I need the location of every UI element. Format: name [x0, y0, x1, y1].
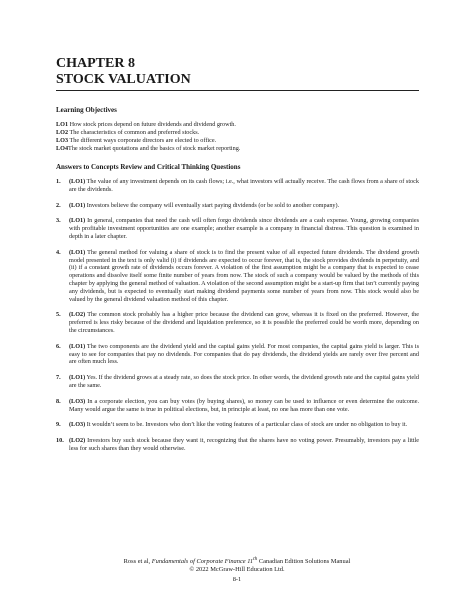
question-text: [69, 249, 419, 304]
question-text: [69, 311, 419, 334]
answers-heading: Answers to Concepts Review and Critical Thinking Questions: [56, 163, 241, 171]
lo-tag: (LO1): [69, 248, 86, 256]
question-item: [56, 374, 419, 390]
learning-objective-item: [56, 129, 419, 137]
book-title-text: Fundamentals of Corporate Finance 11: [151, 558, 254, 566]
question-item: [56, 178, 419, 194]
learning-objective-item: [56, 121, 419, 129]
question-number: 10.: [56, 437, 64, 445]
question-item: [56, 437, 419, 453]
question-number: 6.: [56, 342, 61, 350]
citation-suffix: Canadian Edition Solutions Manual: [257, 558, 351, 566]
learning-objective-item: [56, 137, 419, 145]
answer-body: It wouldn’t seem to be. Investors who don’t like the voting features of a particular class of stock are under no obligation to buy it.: [85, 421, 408, 429]
question-number: 4.: [56, 248, 61, 256]
question-text: [69, 374, 419, 390]
lo-code: LO4: [56, 145, 69, 152]
question-item: [56, 398, 419, 414]
lo-tag: (LO1): [69, 217, 86, 225]
lo-code: LO2: [56, 129, 69, 136]
lo-tag: (LO2): [69, 311, 86, 319]
lo-tag: (LO1): [69, 178, 86, 185]
question-number: 9.: [56, 421, 61, 429]
question-item: [56, 249, 419, 304]
question-item: [56, 421, 419, 429]
question-number: 7.: [56, 374, 61, 382]
question-item: [56, 217, 419, 240]
learning-objective-item: [56, 145, 419, 153]
answer-body: In a corporate election, you can buy votes (by buying shares), so money can be used to influence or even determine the outcome. Many would argue the same is true in political elections, but, in principle at least, no one has more than one vote.: [69, 397, 419, 413]
question-text: [69, 178, 419, 194]
lo-text: How stock prices depend on future dividends and dividend growth.: [68, 121, 236, 128]
learning-objectives-heading: Learning Objectives: [56, 106, 117, 114]
chapter-title: STOCK VALUATION: [56, 72, 191, 87]
question-number: 3.: [56, 217, 61, 225]
citation-prefix: Ross et al,: [123, 558, 152, 566]
lo-tag: (LO1): [69, 374, 86, 382]
question-item: [56, 343, 419, 366]
lo-tag: (LO2): [69, 437, 86, 445]
title-rule: [56, 90, 419, 91]
question-text: [69, 398, 419, 414]
question-text: [69, 421, 419, 429]
edition-superscript: th: [253, 556, 258, 562]
lo-tag: (LO1): [69, 342, 86, 350]
question-text: [69, 343, 419, 366]
footer-copyright: © 2022 McGraw-Hill Education Ltd.: [189, 566, 285, 574]
question-text: [69, 437, 419, 453]
lo-text: The characteristics of common and preferred stocks.: [68, 129, 200, 136]
chapter-number: CHAPTER 8: [56, 56, 135, 71]
question-text: [69, 202, 419, 210]
question-text: [69, 217, 419, 240]
page-number: 8-1: [232, 576, 242, 584]
question-number: 2.: [56, 201, 61, 209]
questions-list: [56, 178, 419, 453]
answer-body: Investors buy such stock because they want it, recognizing that the shares have no voting power. Presumably, investors pay a little less for such shares than they would otherwise.: [69, 437, 419, 452]
question-number: 1.: [56, 178, 61, 185]
lo-text: The different ways corporate directors are elected to office.: [68, 137, 217, 144]
footer-citation: [0, 555, 474, 566]
page-content: [56, 56, 419, 461]
question-number: 8.: [56, 397, 61, 405]
answer-body: The value of any investment depends on its cash flows; i.e., what investors will actually receive. The cash flows from a share of stock are the dividends.: [69, 178, 419, 193]
question-number: 5.: [56, 311, 61, 319]
answer-body: In general, companies that need the cash will often forgo dividends since dividends are a cash expense. Young, growing companies with profitable investment opportunities are one example; another example is a company in financial distress. This question is examined in depth in a later chapter.: [69, 217, 419, 240]
lo-tag: (LO3): [69, 421, 86, 429]
page-footer: [0, 555, 474, 584]
answer-body: The two components are the dividend yield and the capital gains yield. For most companies, the capital gains yield is larger. This is easy to see for companies that pay no dividends. For companies that do pay dividends, the dividend yields are rarely over five percent and are often much less.: [69, 342, 419, 366]
answer-body: Investors believe the company will eventually start paying dividends (or be sold to another company).: [85, 201, 340, 209]
learning-objectives-list: [56, 121, 419, 153]
answer-body: The common stock probably has a higher price because the dividend can grow, whereas it is fixed on the preferred. However, the preferred is less risky because of the dividend and liquidation preference, so it is possible the preferred could be worth more, depending on the circumstances.: [69, 311, 419, 334]
lo-tag: (LO1): [69, 201, 86, 209]
lo-text: The stock market quotations and the basics of stock market reporting.: [68, 145, 241, 152]
lo-code: LO1: [56, 121, 69, 128]
answer-body: The general method for valuing a share of stock is to find the present value of all expected future dividends. The dividend growth model presented in the text is only valid (i) if dividends are expected to occur forever, that is, the stock provides dividends in perpetuity, and (ii) if a constant growth rate of dividends occurs forever. A violation of the first assumption might be a company that is expected to cease operations and dissolve itself some finite number of years from now. The stock of such a company would be valued by the methods of this chapter by applying the general method of valuation. A violation of the second assumption might be a start-up firm that isn’t currently paying any dividends, but is expected to eventually start making dividend payments some number of years from now. This stock would also be valued by the general dividend valuation method of this chapter.: [69, 248, 419, 303]
question-item: [56, 202, 419, 210]
lo-code: LO3: [56, 137, 69, 144]
lo-tag: (LO3): [69, 397, 86, 405]
book-title: [152, 558, 258, 565]
answer-body: Yes. If the dividend grows at a steady rate, so does the stock price. In other words, the dividend growth rate and the capital gains yield are the same.: [69, 374, 419, 389]
question-item: [56, 311, 419, 334]
